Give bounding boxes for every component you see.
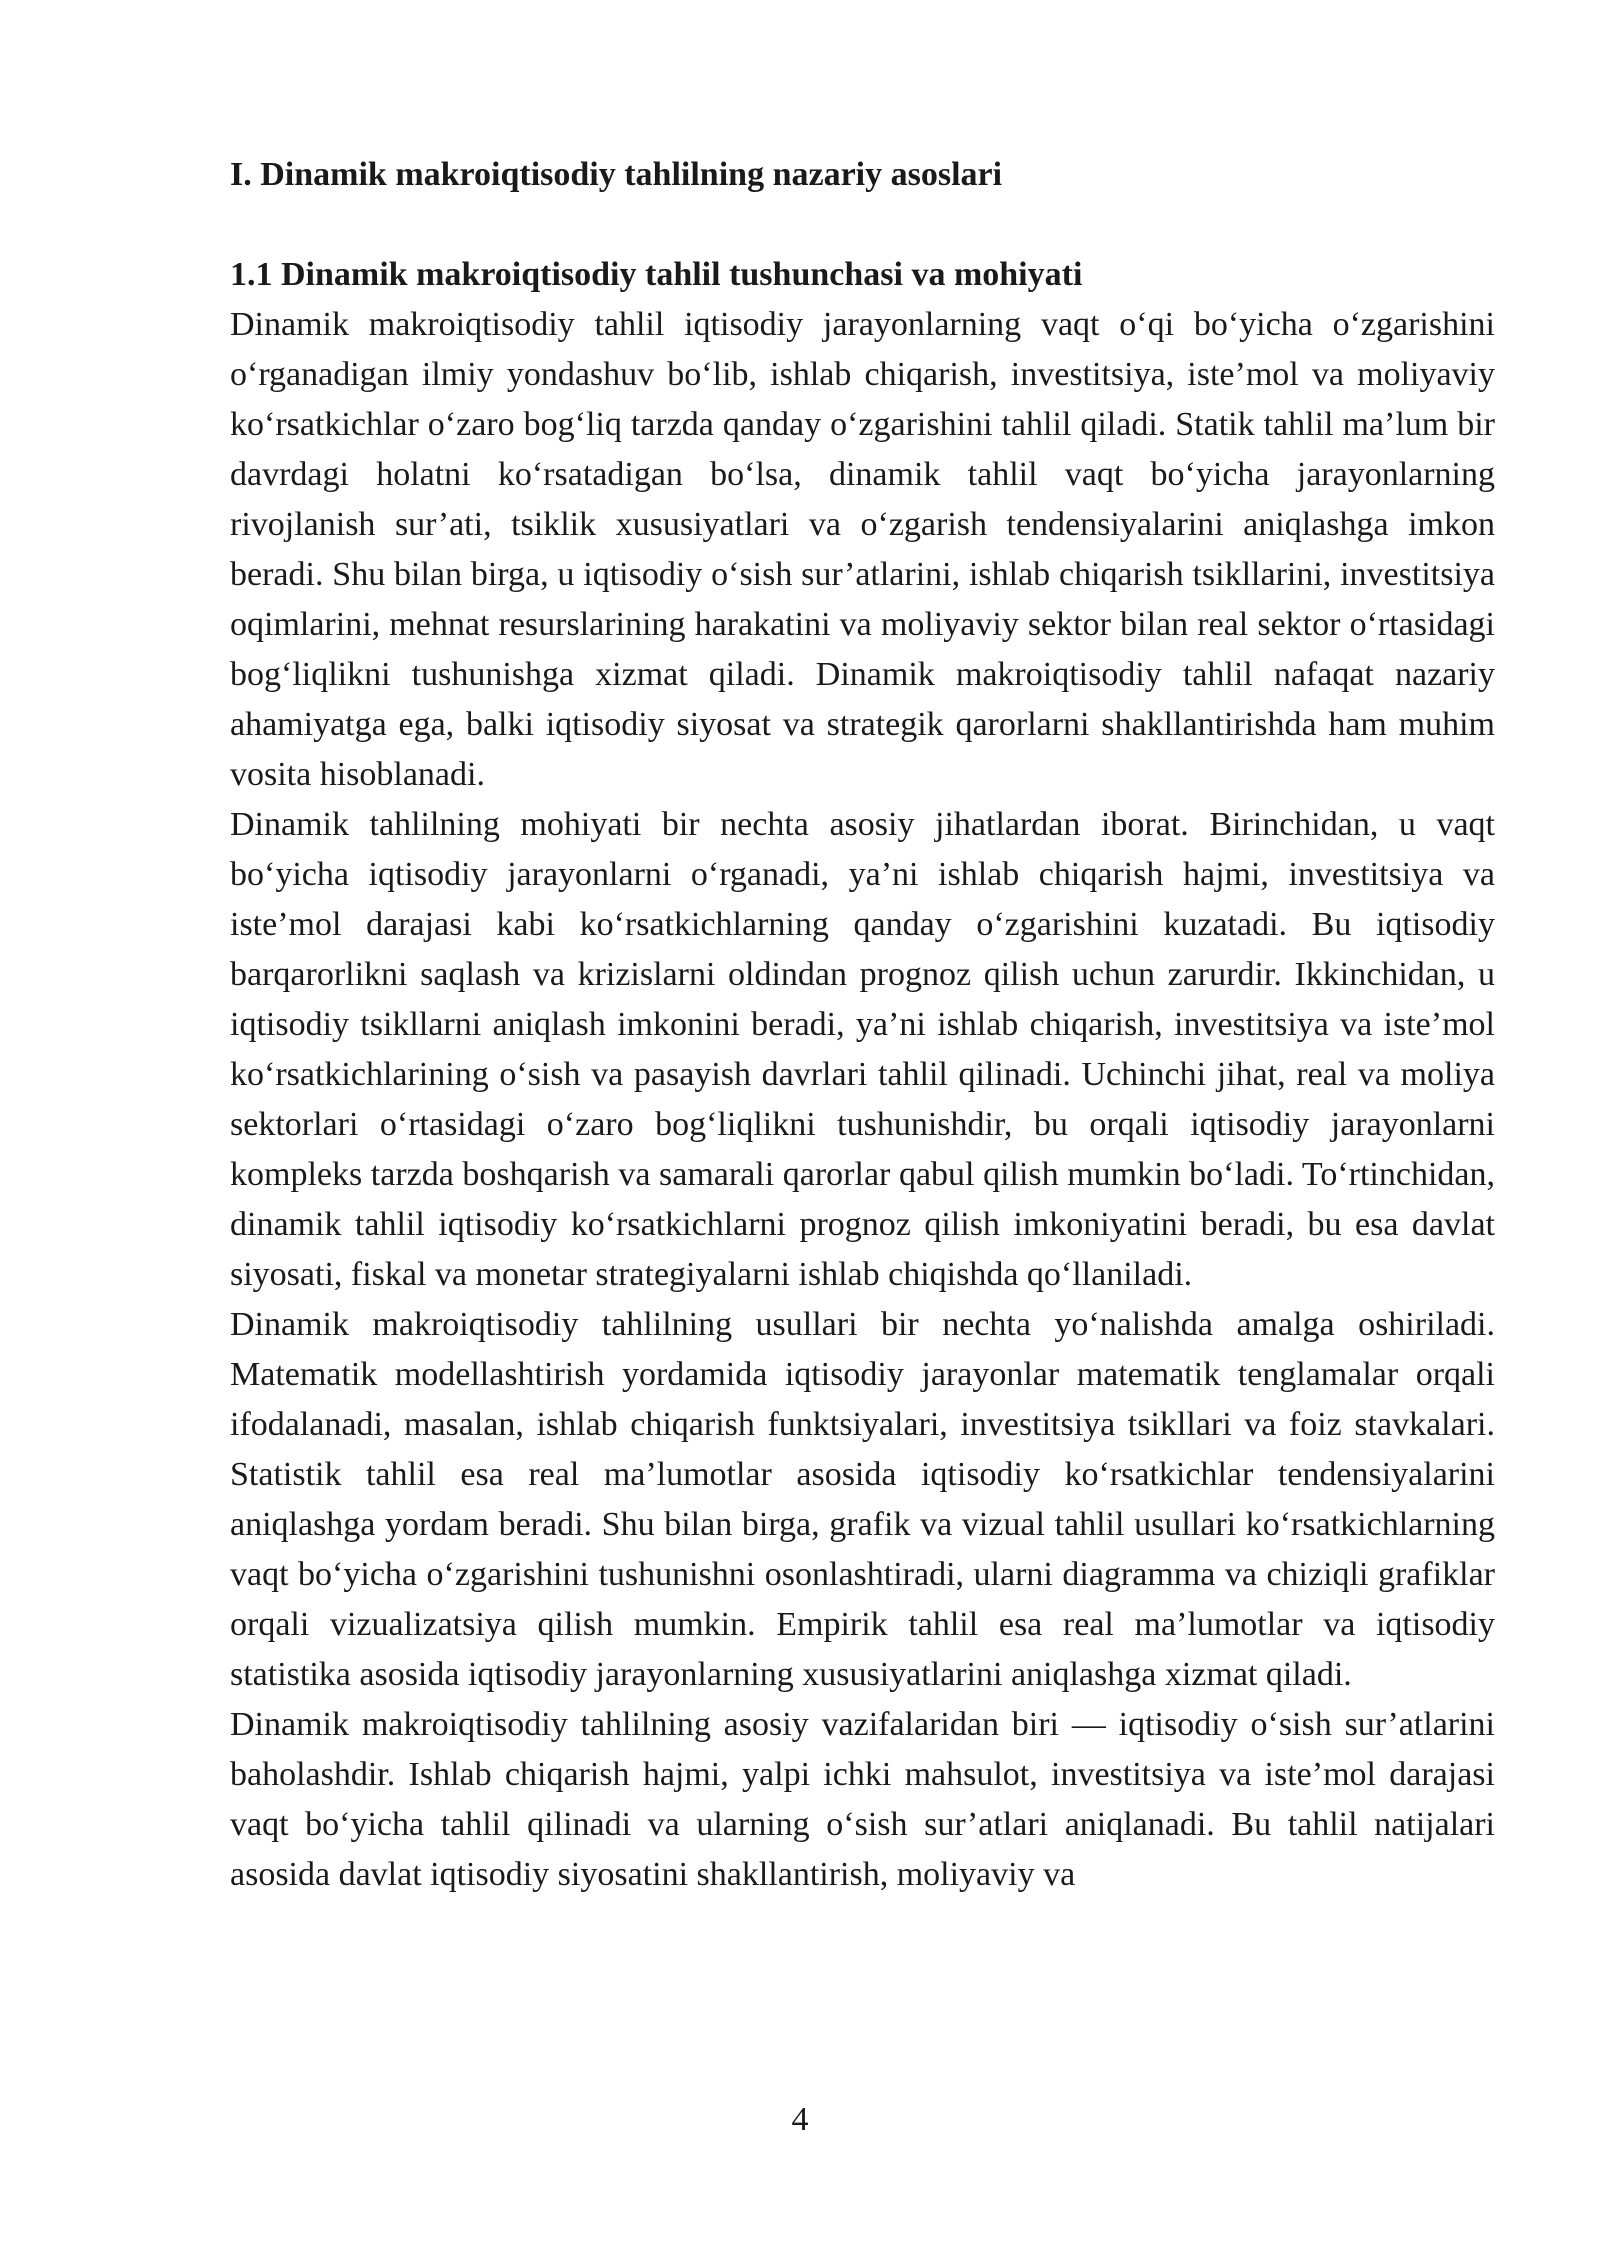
paragraph-2: Dinamik tahlilning mohiyati bir nechta asosiy jihatlardan iborat. Birinchidan, u vaqt bo‘yicha iqtisodiy jarayonlarni o‘rganadi, ya’ni ishlab chiqarish hajmi, investitsiya va iste’mol darajasi kabi ko‘rsatkichlarning qanday o‘zgarishini kuzatadi. Bu iqtisodiy barqarorlikni saqlash va krizislarni oldindan prognoz qilish uchun zarurdir. Ikkinchidan, u iqtisodiy tsikllarni aniqlash imkonini beradi, ya’ni ishlab chiqarish, investitsiya va iste’mol ko‘rsatkichlarining o‘sish va pasayish davrlari tahlil qilinadi. Uchinchi jihat, real va moliya sektorlari o‘rtasidagi o‘zaro bog‘liqlikni tushunishdir, bu orqali iqtisodiy jarayonlarni kompleks tarzda boshqarish va samarali qarorlar qabul qilish mumkin bo‘ladi. To‘rtinchidan, dinamik tahlil iqtisodiy ko‘rsatkichlarni prognoz qilish imkoniyatini beradi, bu esa davlat siyosati, fiskal va monetar strategiyalarni ishlab chiqishda qo‘llaniladi. (230, 806, 1495, 1293)
paragraph-4: Dinamik makroiqtisodiy tahlilning asosiy vazifalaridan biri — iqtisodiy o‘sish sur’atlarini baholashdir. Ishlab chiqarish hajmi, yalpi ichki mahsulot, investitsiya va iste’mol darajasi vaqt bo‘yicha tahlil qilinadi va ularning o‘sish sur’atlari aniqlanadi. Bu tahlil natijalari asosida davlat iqtisodiy siyosatini shakllantirish, moliyaviy va (230, 1706, 1495, 1893)
chapter-title: I. Dinamik makroiqtisodiy tahlilning nazariy asoslari (230, 156, 1003, 193)
paragraph-1: Dinamik makroiqtisodiy tahlil iqtisodiy jarayonlarning vaqt o‘qi bo‘yicha o‘zgarishini o‘rganadigan ilmiy yondashuv bo‘lib, ishlab chiqarish, investitsiya, iste’mol va moliyaviy ko‘rsatkichlar o‘zaro bog‘liq tarzda qanday o‘zgarishini tahlil qiladi. Statik tahlil ma’lum bir davrdagi holatni ko‘rsatadigan bo‘lsa, dinamik tahlil vaqt bo‘yicha jarayonlarning rivojlanish sur’ati, tsiklik xususiyatlari va o‘zgarish tendensiyalarini aniqlashga imkon beradi. Shu bilan birga, u iqtisodiy o‘sish sur’atlarini, ishlab chiqarish tsikllarini, investitsiya oqimlarini, mehnat resurslarining harakatini va moliyaviy sektor bilan real sektor o‘rtasidagi bog‘liqlikni tushunishga xizmat qiladi. Dinamik makroiqtisodiy tahlil nafaqat nazariy ahamiyatga ega, balki iqtisodiy siyosat va strategik qarorlarni shakllantirishda ham muhim vosita hisoblanadi. (230, 306, 1495, 793)
section-title: 1.1 Dinamik makroiqtisodiy tahlil tushunchasi va mohiyati (230, 256, 1083, 293)
page-number: 4 (791, 2101, 809, 2138)
paragraph-3: Dinamik makroiqtisodiy tahlilning usullari bir nechta yo‘nalishda amalga oshiriladi. Matematik modellashtirish yordamida iqtisodiy jarayonlar matematik tenglamalar orqali ifodalanadi, masalan, ishlab chiqarish funktsiyalari, investitsiya tsikllari va foiz stavkalari. Statistik tahlil esa real ma’lumotlar asosida iqtisodiy ko‘rsatkichlar tendensiyalarini aniqlashga yordam beradi. Shu bilan birga, grafik va vizual tahlil usullari ko‘rsatkichlarning vaqt bo‘yicha o‘zgarishini tushunishni osonlashtiradi, ularni diagramma va chiziqli grafiklar orqali vizualizatsiya qilish mumkin. Empirik tahlil esa real ma’lumotlar va iqtisodiy statistika asosida iqtisodiy jarayonlarning xususiyatlarini aniqlashga xizmat qiladi. (230, 1306, 1495, 1693)
document-page (230, 150, 1495, 1900)
